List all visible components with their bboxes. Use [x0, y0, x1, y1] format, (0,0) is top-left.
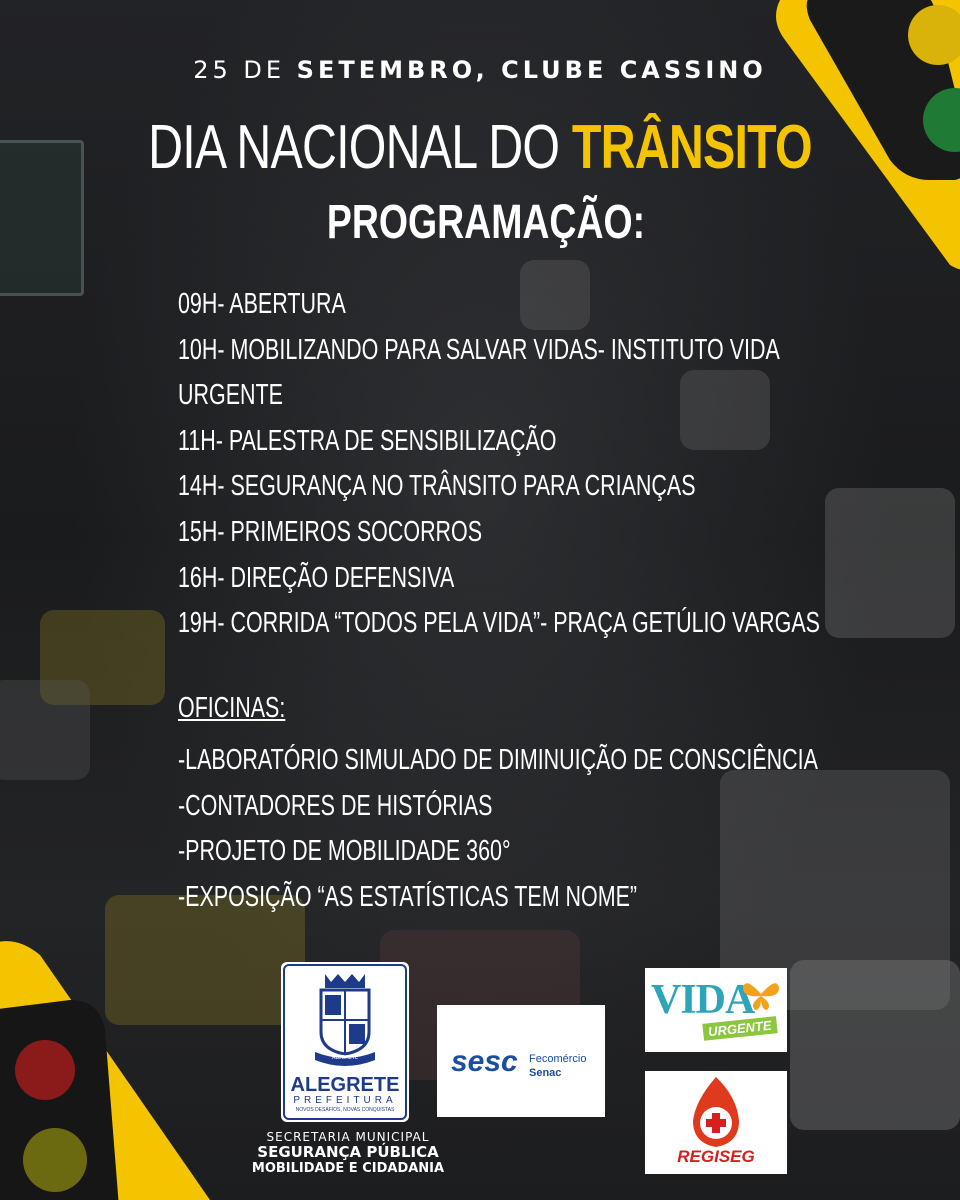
- date-location-bold: SETEMBRO, CLUBE CASSINO: [296, 56, 767, 84]
- alegrete-name: ALEGRETE: [290, 1074, 400, 1096]
- date-prefix: 25 DE: [193, 56, 286, 84]
- senac-label: Senac: [529, 1067, 562, 1079]
- schedule-item: 09H- ABERTURA: [178, 288, 346, 320]
- event-date-location: [0, 56, 960, 84]
- vida-wordmark: VIDA: [651, 977, 755, 1023]
- schedule-item: URGENTE: [178, 379, 283, 412]
- regiseg-logo: [645, 1071, 787, 1174]
- amber-light-bottom-icon: [23, 1128, 87, 1192]
- schedule-item: 16H- DIREÇÃO DEFENSIVA: [178, 561, 455, 594]
- schedule-item: 19H- CORRIDA “TODOS PELA VIDA”- PRAÇA GETÚLIO VARGAS: [178, 607, 820, 640]
- secretaria-line2: SEGURANÇA PÚBLICA: [257, 1143, 439, 1161]
- street-sign-left: [0, 140, 84, 296]
- schedule-item: 10H- MOBILIZANDO PARA SALVAR VIDAS- INSTITUTO VIDA: [178, 333, 780, 366]
- title-highlight: TRÂNSITO: [571, 113, 812, 182]
- alegrete-prefeitura-logo: [281, 962, 409, 1122]
- page-title: [106, 112, 855, 183]
- oficina-item: -PROJETO DE MOBILIDADE 360°: [178, 835, 511, 868]
- regiseg-wordmark: REGISEG: [677, 1147, 755, 1166]
- urgente-label: URGENTE: [702, 1016, 777, 1041]
- alegrete-ribbon-text: ALEGRETE: [331, 1055, 359, 1061]
- fecomercio-label: Fecomércio: [529, 1053, 587, 1065]
- secretaria-signature: [232, 1130, 464, 1176]
- background-car-right: [790, 960, 960, 1130]
- alegrete-tagline: NOVOS DESAFIOS, NOVAS CONQUISTAS: [295, 1107, 395, 1113]
- programacao-heading: PROGRAMAÇÃO:: [326, 196, 646, 249]
- alegrete-sub: PREFEITURA: [293, 1095, 397, 1106]
- secretaria-line3: MOBILIDADE E CIDADANIA: [251, 1161, 445, 1176]
- oficinas-list: [178, 738, 960, 920]
- oficina-item: -EXPOSIÇÃO “AS ESTATÍSTICAS TEM NOME”: [178, 880, 638, 913]
- oficina-item: -LABORATÓRIO SIMULADO DE DIMINUIÇÃO DE CONSCIÊNCIA: [178, 744, 818, 776]
- butterfly-icon: [741, 974, 781, 1014]
- title-plain: DIA NACIONAL DO: [148, 113, 560, 182]
- schedule-list: [178, 282, 898, 647]
- schedule-item: 14H- SEGURANÇA NO TRÂNSITO PARA CRIANÇAS: [178, 470, 696, 503]
- vida-urgente-logo: [645, 968, 787, 1052]
- sesc-wordmark: sesc: [451, 1045, 518, 1078]
- oficinas-heading: OFICINAS:: [178, 692, 286, 724]
- schedule-item: 11H- PALESTRA DE SENSIBILIZAÇÃO: [178, 424, 557, 457]
- traffic-light-corner-bottom-left: [0, 930, 220, 1200]
- secretaria-line1: SECRETARIA MUNICIPAL: [266, 1130, 430, 1144]
- schedule-item: 15H- PRIMEIROS SOCORROS: [178, 515, 483, 548]
- background-car-left: [0, 680, 90, 780]
- oficina-item: -CONTADORES DE HISTÓRIAS: [178, 789, 493, 822]
- sesc-senac-logo: [437, 1005, 605, 1117]
- red-light-icon: [15, 1040, 75, 1100]
